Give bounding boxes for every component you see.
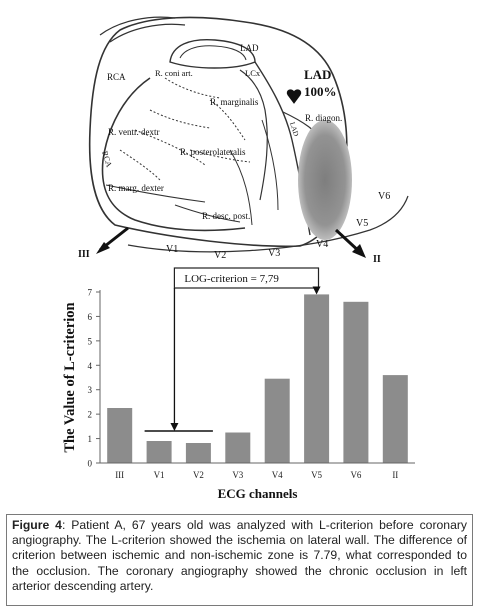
label-v5: V5 — [356, 218, 369, 229]
occlusion-line-2: 100% — [304, 84, 337, 99]
y-tick-label: 1 — [87, 434, 92, 445]
label-desc-post: R. desc. post. — [202, 211, 251, 221]
atrium-right — [100, 17, 175, 35]
x-tick-label: V1 — [153, 470, 165, 480]
y-tick-label: 2 — [87, 409, 92, 420]
label-lead-ii: II — [373, 254, 381, 265]
label-marginalis: R. marginalis — [210, 97, 259, 107]
label-diagon: R. diagon. — [305, 113, 343, 123]
log-criterion-annotation — [145, 268, 321, 431]
bar-chart — [62, 268, 415, 501]
x-tick-label: V2 — [192, 470, 204, 480]
caption-box — [6, 514, 473, 606]
bar-v6 — [343, 302, 368, 463]
x-tick-label: V3 — [232, 470, 244, 480]
pulmonary-trunk — [110, 24, 185, 42]
x-ticks — [115, 470, 398, 480]
label-occlusion — [304, 67, 337, 99]
bar-v5 — [304, 294, 329, 463]
ischemic-zone — [298, 120, 352, 240]
x-tick-label: V5 — [311, 470, 323, 480]
x-tick-label: V4 — [271, 470, 283, 480]
bars — [107, 294, 408, 463]
annotation-left-arrowhead — [170, 423, 178, 431]
occlusion-line-1: LAD — [304, 67, 332, 82]
label-lad: LAD — [240, 43, 259, 53]
y-tick-label: 4 — [87, 360, 92, 371]
label-lad-side: LAD — [288, 121, 301, 138]
label-marg-dexter: R. marg. dexter — [108, 183, 164, 193]
label-v4: V4 — [316, 239, 329, 250]
y-tick-label: 0 — [87, 458, 92, 469]
aortic-ring — [180, 46, 246, 60]
x-tick-label: V6 — [350, 470, 362, 480]
y-tick-label: 6 — [87, 311, 92, 322]
bar-ii — [383, 375, 408, 463]
label-rca-top: RCA — [107, 72, 126, 82]
label-v2: V2 — [214, 250, 227, 261]
x-tick-label: III — [115, 470, 125, 480]
label-ventr-dextr: R. ventr. dextr — [108, 127, 160, 137]
label-posterolateralis: R. posterolateralis — [180, 147, 246, 157]
y-tick-label: 5 — [87, 336, 92, 347]
caption-label: Figure 4 — [12, 518, 62, 532]
figure-caption — [12, 518, 467, 594]
annotation-text: LOG-criterion = 7,79 — [184, 273, 279, 285]
label-v6: V6 — [378, 191, 391, 202]
label-lead-iii: III — [78, 249, 90, 260]
y-axis-label: The Value of L-criterion — [62, 302, 78, 453]
label-lcx: LCx — [245, 68, 261, 78]
x-axis-label: ECG channels — [217, 486, 298, 501]
annotation-right-arrowhead — [313, 286, 321, 294]
label-v1: V1 — [166, 244, 179, 255]
caption-text: : Patient A, 67 years old was analyzed with L-criterion before coronary angiography. The L-criterion showed the ischemia on lateral wall. The difference of criterion between ischemic and non-ischemic zone is 7.79, what corresponded to the occlusion. The coronary angiography showed the chronic occlusion in left arterior descending artery. — [12, 518, 467, 593]
marginalis-branch — [262, 120, 278, 210]
label-coni-art: R. coni art. — [155, 68, 193, 78]
x-tick-label: II — [392, 470, 399, 480]
y-ticks — [88, 288, 101, 469]
bar-v4 — [265, 379, 290, 463]
bar-v3 — [225, 433, 250, 464]
y-tick-label: 7 — [87, 287, 92, 298]
bar-iii — [107, 408, 132, 463]
occlusion-marker — [287, 90, 300, 103]
y-tick-label: 3 — [87, 385, 92, 396]
bar-v1 — [147, 441, 172, 463]
bar-v2 — [186, 443, 211, 463]
label-rca-side: RCA — [100, 149, 114, 169]
label-v3: V3 — [268, 248, 281, 259]
